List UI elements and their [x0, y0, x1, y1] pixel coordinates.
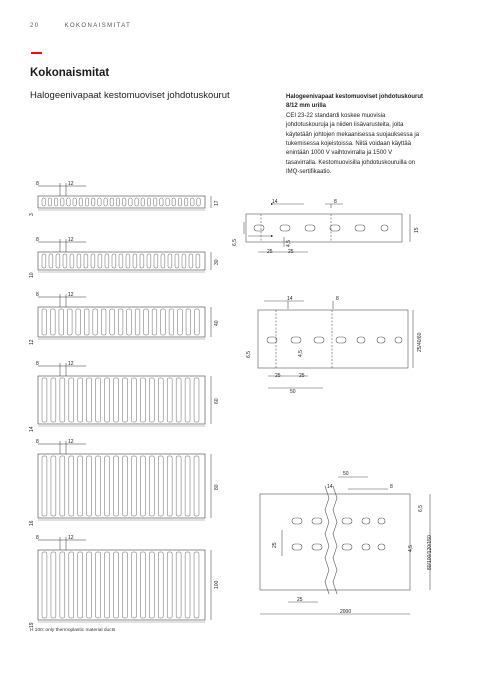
duct-finger	[42, 552, 47, 618]
dim-50: 50	[290, 389, 296, 395]
duct-finger	[114, 552, 119, 618]
duct-finger	[172, 198, 175, 206]
description-line: johdotuskouruja ja niiden lisävarusteita, joita	[286, 122, 404, 129]
height-label: 30	[214, 259, 220, 265]
duct-finger	[110, 198, 113, 206]
duct-finger	[191, 198, 194, 206]
duct-finger	[131, 378, 136, 422]
duct-finger	[158, 552, 163, 618]
duct-finger	[140, 378, 145, 422]
duct-finger	[105, 254, 109, 268]
duct-finger	[178, 198, 181, 206]
duct-finger	[160, 198, 163, 206]
dim-4-5: 4,5	[298, 350, 304, 357]
dim-8: 8	[336, 296, 339, 302]
duct-finger	[98, 254, 102, 268]
description-line: tukemisessa kojeistoissa. Niitä voidaan käyttää	[286, 141, 412, 148]
duct-finger	[78, 552, 83, 618]
duct-finger	[149, 378, 154, 422]
base-label: 10	[29, 272, 35, 278]
page-number: 20	[30, 23, 40, 29]
duct-body	[38, 376, 205, 424]
duct-finger	[84, 309, 89, 335]
dim-6-5: 6,5	[246, 351, 252, 358]
duct-finger	[131, 552, 136, 618]
dim-width: 25/40/60	[417, 332, 423, 352]
duct-finger	[185, 378, 190, 422]
slot-grid	[292, 518, 385, 550]
dim-width-15: 15	[414, 227, 420, 233]
duct-finger	[166, 198, 169, 206]
dim-8: 8	[334, 199, 337, 205]
duct-finger	[131, 456, 136, 516]
duct-profiles	[29, 181, 220, 628]
duct-finger	[92, 198, 95, 206]
pitch-b-label: 12	[68, 361, 74, 367]
duct-finger	[51, 552, 56, 618]
dim-4-5: 4,5	[286, 240, 292, 247]
duct-finger	[78, 456, 83, 516]
duct-finger	[84, 254, 88, 268]
duct-finger	[149, 456, 154, 516]
duct-body	[38, 307, 205, 337]
pitch-b-label: 12	[68, 181, 74, 187]
duct-finger	[178, 309, 183, 335]
duct-finger	[49, 254, 53, 268]
height-label: 40	[214, 320, 220, 326]
duct-finger	[42, 198, 45, 206]
duct-finger	[152, 309, 157, 335]
duct-finger	[69, 456, 74, 516]
duct-finger	[123, 456, 128, 516]
base-label: 19	[29, 622, 35, 628]
duct-finger	[176, 552, 181, 618]
duct-finger	[182, 254, 186, 268]
duct-finger	[186, 309, 191, 335]
description-line: IMQ-sertifikaatio.	[286, 169, 332, 176]
slot-row	[267, 337, 402, 343]
duct-finger	[60, 378, 65, 422]
dim-4-5: 4,5	[408, 545, 414, 552]
pitch-a-label: 8	[36, 292, 39, 298]
duct-finger	[70, 254, 74, 268]
duct-finger	[42, 309, 47, 335]
duct-finger	[96, 456, 101, 516]
duct-finger	[85, 198, 88, 206]
duct-finger	[133, 254, 137, 268]
duct-finger	[161, 309, 166, 335]
duct-finger	[195, 309, 200, 335]
base-plate-medium	[258, 301, 413, 388]
base-label: 14	[29, 426, 35, 432]
duct-finger	[114, 378, 119, 422]
duct-finger	[135, 309, 140, 335]
dim-25a: 25	[275, 373, 281, 379]
dim-8: 8	[390, 484, 393, 490]
duct-finger	[73, 198, 76, 206]
duct-finger	[127, 309, 132, 335]
duct-finger	[105, 456, 110, 516]
pitch-b-label: 12	[68, 237, 74, 243]
duct-finger	[123, 552, 128, 618]
dim-25-vertical: 25	[272, 542, 278, 548]
height-label: 17	[214, 200, 220, 206]
duct-finger	[153, 198, 156, 206]
duct-profile	[29, 439, 220, 526]
duct-finger	[93, 309, 98, 335]
description-line: tasavirralla. Kestomuovisilla johdotuskouruilla on	[286, 159, 416, 166]
duct-finger	[176, 378, 181, 422]
duct-profile	[29, 361, 220, 432]
duct-finger	[104, 198, 107, 206]
duct-finger	[167, 456, 172, 516]
duct-finger	[59, 309, 64, 335]
duct-finger	[79, 198, 82, 206]
dim-25b: 25	[299, 373, 305, 379]
duct-finger	[154, 254, 158, 268]
duct-finger	[149, 552, 154, 618]
duct-finger	[196, 254, 200, 268]
duct-profile	[29, 237, 220, 278]
duct-finger	[60, 456, 65, 516]
pitch-a-label: 8	[36, 237, 39, 243]
duct-finger	[87, 378, 92, 422]
duct-finger	[194, 552, 199, 618]
duct-finger	[56, 254, 60, 268]
duct-finger	[69, 378, 74, 422]
page-subtitle: Halogeenivapaat kestomuoviset johdotuskourut	[30, 90, 230, 101]
pitch-b-label: 12	[68, 535, 74, 541]
dim-width: 80/100/120/150	[427, 535, 433, 570]
footnote: H 100: only thermoplastic material ducts	[30, 628, 116, 633]
duct-finger	[123, 378, 128, 422]
duct-finger	[51, 378, 56, 422]
duct-finger	[135, 198, 138, 206]
duct-finger	[67, 309, 72, 335]
duct-profile	[29, 535, 220, 628]
duct-body	[38, 454, 205, 518]
duct-finger	[147, 198, 150, 206]
duct-finger	[184, 198, 187, 206]
duct-finger	[105, 552, 110, 618]
duct-profile	[29, 292, 220, 345]
duct-finger	[197, 198, 200, 206]
height-label: 100	[214, 580, 220, 589]
duct-finger	[78, 378, 83, 422]
base-label: 16	[29, 520, 35, 526]
duct-finger	[42, 254, 46, 268]
duct-finger	[101, 309, 106, 335]
duct-finger	[87, 456, 92, 516]
duct-finger	[63, 254, 67, 268]
duct-finger	[69, 552, 74, 618]
duct-finger	[42, 378, 47, 422]
duct-finger	[54, 198, 57, 206]
duct-finger	[114, 456, 119, 516]
duct-finger	[129, 198, 132, 206]
duct-finger	[60, 552, 65, 618]
duct-finger	[91, 254, 95, 268]
duct-finger	[169, 309, 174, 335]
duct-finger	[51, 456, 56, 516]
duct-finger	[116, 198, 119, 206]
duct-finger	[194, 456, 199, 516]
duct-finger	[175, 254, 179, 268]
description-line: enintään 1000 V vaihtovirralla ja 1500 V	[286, 150, 393, 157]
description-heading-2: 8/12 mm urilla	[286, 103, 327, 110]
dim-6-5: 6,5	[418, 505, 424, 512]
pitch-a-label: 8	[36, 361, 39, 367]
duct-finger	[87, 552, 92, 618]
duct-finger	[140, 552, 145, 618]
height-label: 60	[214, 398, 220, 404]
duct-finger	[158, 378, 163, 422]
pitch-a-label: 8	[36, 181, 39, 187]
duct-finger	[185, 552, 190, 618]
pitch-a-label: 8	[36, 439, 39, 445]
duct-body	[38, 550, 205, 620]
base-label: 3	[29, 213, 35, 216]
duct-finger	[158, 456, 163, 516]
duct-finger	[48, 198, 51, 206]
duct-profile	[29, 181, 220, 216]
duct-finger	[185, 456, 190, 516]
base-plate-large	[260, 477, 430, 614]
duct-finger	[105, 378, 110, 422]
description-heading-1: Halogeenivapaat kestomuoviset johdotuskourut	[286, 94, 424, 100]
duct-finger	[167, 378, 172, 422]
dim-14: 14	[272, 199, 278, 205]
duct-finger	[67, 198, 70, 206]
slot-row	[254, 225, 388, 231]
duct-finger	[96, 378, 101, 422]
height-label: 80	[214, 484, 220, 490]
dim-length-2000: 2000	[340, 609, 352, 615]
duct-finger	[96, 552, 101, 618]
dim-50: 50	[343, 471, 349, 477]
duct-finger	[176, 456, 181, 516]
duct-finger	[140, 456, 145, 516]
pitch-b-label: 12	[68, 292, 74, 298]
page-title: Kokonaismitat	[30, 67, 110, 79]
base-label: 12	[29, 339, 35, 345]
duct-finger	[126, 254, 130, 268]
duct-finger	[140, 254, 144, 268]
duct-finger	[98, 198, 101, 206]
duct-finger	[194, 378, 199, 422]
duct-finger	[77, 254, 81, 268]
description-line: CEI 23-22 standardi koskee muovisia	[286, 112, 386, 119]
duct-finger	[118, 309, 123, 335]
dim-25-horizontal: 25	[297, 597, 303, 603]
description-line: käytetään johtojen mekaanisessa suojauksessa ja	[286, 131, 420, 138]
duct-finger	[144, 309, 149, 335]
duct-finger	[61, 198, 64, 206]
duct-finger	[147, 254, 151, 268]
duct-finger	[141, 198, 144, 206]
pitch-a-label: 8	[36, 535, 39, 541]
duct-finger	[167, 552, 172, 618]
dim-6-5: 6,5	[232, 239, 238, 246]
dim-14: 14	[287, 296, 293, 302]
section-title: KOKONAISMITAT	[64, 23, 132, 29]
duct-finger	[168, 254, 172, 268]
duct-finger	[110, 309, 115, 335]
duct-finger	[161, 254, 165, 268]
dim-25b: 25	[288, 249, 294, 255]
duct-finger	[76, 309, 81, 335]
duct-finger	[50, 309, 55, 335]
duct-finger	[189, 254, 193, 268]
duct-finger	[42, 456, 47, 516]
dim-25a: 25	[267, 249, 273, 255]
dim-14: 14	[327, 484, 333, 490]
duct-finger	[119, 254, 123, 268]
duct-finger	[112, 254, 116, 268]
pitch-b-label: 12	[68, 439, 74, 445]
duct-finger	[123, 198, 126, 206]
base-plate-small	[244, 204, 410, 252]
